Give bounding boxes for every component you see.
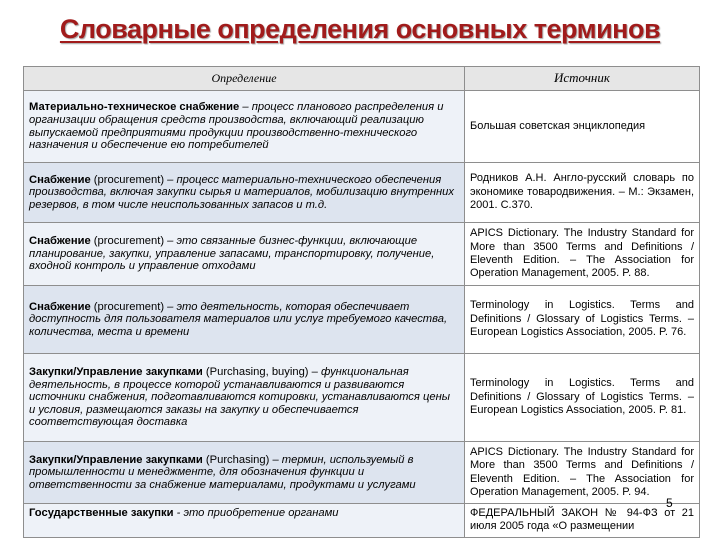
- page-number: 5: [666, 496, 673, 510]
- table-row: [24, 163, 700, 223]
- header-source: Источник: [465, 67, 700, 91]
- definition-cell: [24, 286, 465, 354]
- table-row: [24, 442, 700, 504]
- term-description: – процесс материально-технического обеспечения производства, включая закупки сырья и материалов, мобилизацию внутренних резервов, в том числе неиспользованных запасов и т.д.: [29, 173, 454, 211]
- table-header-row: [24, 67, 700, 91]
- table-row: [24, 504, 700, 538]
- table-row: [24, 354, 700, 442]
- source-cell: Terminology in Logistics. Terms and Definitions / Glossary of Logistics Terms. – European Logistics Association, 2005. P. 76.: [465, 286, 700, 354]
- term-description: – это деятельность, которая обеспечивает доступность для пользователя материалов или услуг требуемого качества, количества, места и времени: [29, 300, 448, 338]
- term: Снабжение: [29, 300, 91, 313]
- source-cell: Родников А.Н. Англо-русский словарь по экономике товародвижения. – М.: Экзамен, 2001. С.370.: [465, 163, 700, 223]
- definition-cell: [24, 163, 465, 223]
- term-english: (procurement): [90, 173, 165, 186]
- term: Материально-техническое снабжение: [29, 101, 240, 114]
- definition-cell: [24, 442, 465, 504]
- term-description: термин, используемый в промышленности и менеджменте, для обозначения функции и ответственности за снабжение материалами, продуктами и услугами: [29, 453, 416, 491]
- term: Снабжение: [29, 235, 91, 248]
- source-cell: APICS Dictionary. The Industry Standard for More than 3500 Terms and Definitions / Eleventh Edition. – The Association for Operation Management, 2005. P. 94.: [465, 442, 700, 504]
- table-row: [24, 223, 700, 286]
- term-english: (procurement): [90, 300, 165, 313]
- term-english: (procurement): [90, 235, 165, 248]
- source-cell: Большая советская энциклопедия: [465, 91, 700, 163]
- term-description: – процесс планового распределения и организации обращения средств производства, включающий реализацию выпускаемой предприятиями продукции производственно-технического назначения и обеспечение ею потребителей: [29, 101, 444, 152]
- term-description: - это приобретение органами: [173, 507, 339, 519]
- term: Закупки/Управление закупками: [29, 366, 203, 379]
- term-english: (Purchasing) –: [202, 453, 279, 466]
- source-cell: APICS Dictionary. The Industry Standard for More than 3500 Terms and Definitions / Eleventh Edition. – The Association for Operation Management, 2005. P. 88.: [465, 223, 700, 286]
- slide-title: Словарные определения основных терминов: [59, 14, 661, 44]
- header-definition: Определение: [24, 67, 465, 91]
- term-english: (Purchasing, buying) –: [202, 366, 318, 379]
- term: Закупки/Управление закупками: [29, 453, 203, 466]
- definition-cell: [24, 91, 465, 163]
- term-description: функциональная деятельность, в процессе которой устанавливаются и развиваются источники снабжения, подготавливаются котировки, устанавливаются цены и условия, размещаются заказы на закупку и обеспечивается соответствующая доставка: [29, 366, 450, 429]
- definitions-table: [23, 66, 700, 538]
- term-description: – это связанные бизнес-функции, включающие планирование, закупки, управление запасами, транспортировку, получение, входной контроль и управление отходами: [29, 235, 435, 273]
- table-row: [24, 286, 700, 354]
- table-row: [24, 91, 700, 163]
- definition-cell: [24, 354, 465, 442]
- definition-cell: [24, 223, 465, 286]
- term: Снабжение: [29, 173, 91, 186]
- term: Государственные закупки: [29, 507, 174, 519]
- source-cell: Terminology in Logistics. Terms and Definitions / Glossary of Logistics Terms. – European Logistics Association, 2005. P. 81.: [465, 354, 700, 442]
- definition-cell: [24, 504, 465, 538]
- source-cell: ФЕДЕРАЛЬНЫЙ ЗАКОН № 94-ФЗ от 21 июля 2005 года «О размещении: [465, 504, 700, 538]
